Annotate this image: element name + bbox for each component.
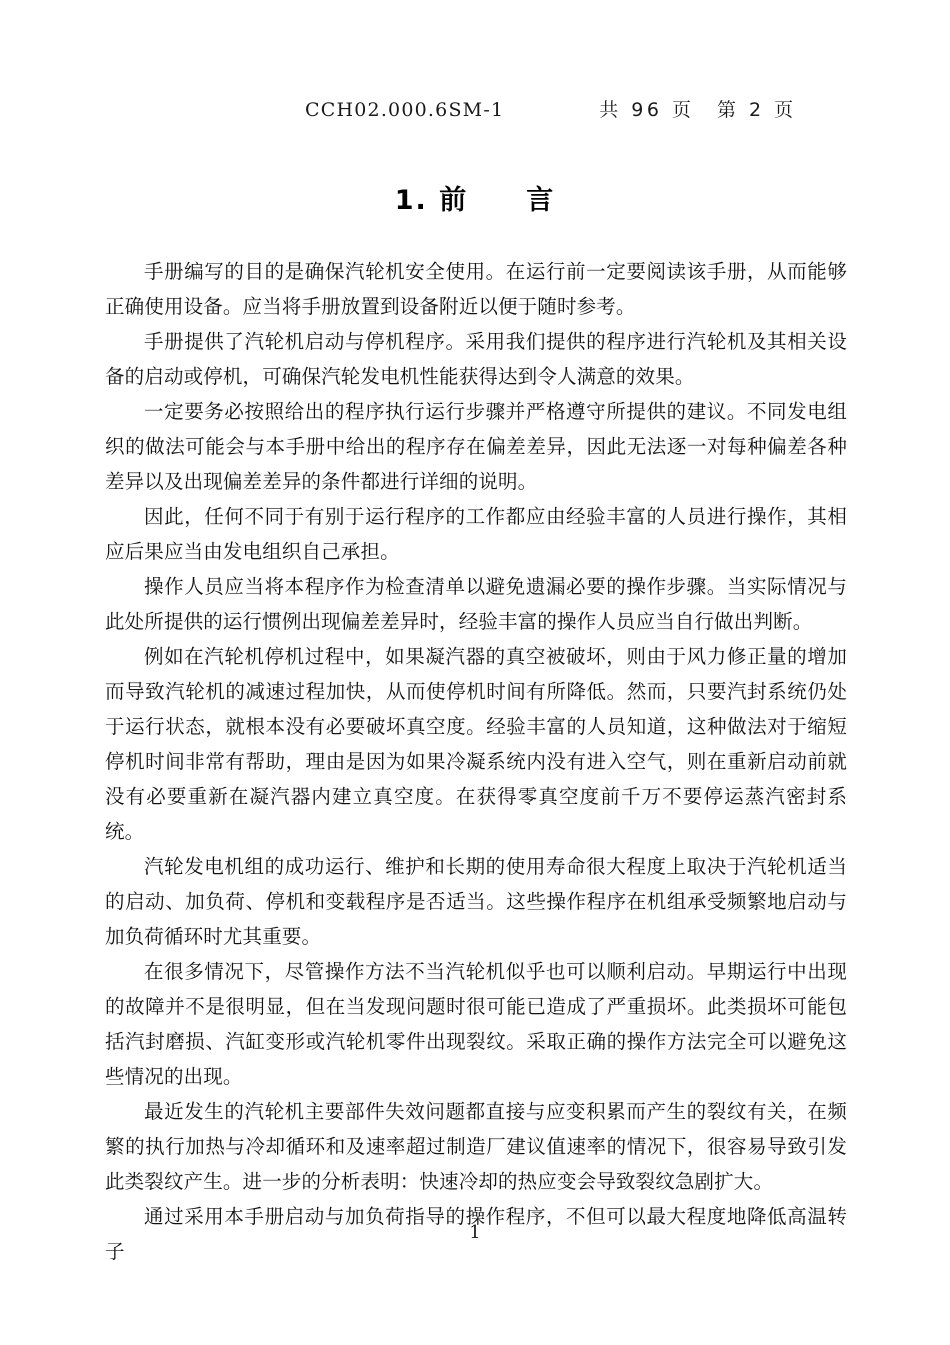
body-text-container [105,254,847,1269]
paragraph: 在很多情况下，尽管操作方法不当汽轮机似乎也可以顺利启动。早期运行中出现的故障并不是很明显，但在当发现问题时很可能已造成了严重损坏。此类损坏可能包括汽封磨损、汽缸变形或汽轮机零件出现裂纹。采取正确的操作方法完全可以避免这些情况的出现。 [105,960,847,1088]
paragraph: 操作人员应当将本程序作为检查清单以避免遗漏必要的操作步骤。当实际情况与此处所提供的运行惯例出现偏差差异时，经验丰富的操作人员应当自行做出判断。 [105,575,847,633]
section-title: 1. 前 言 [394,185,556,216]
paragraph: 手册编写的目的是确保汽轮机安全使用。在运行前一定要阅读该手册，从而能够正确使用设备。应当将手册放置到设备附近以便于随时参考。 [105,260,847,318]
document-code: CCH02.000.6SM-1 [305,99,505,121]
paragraph: 通过采用本手册启动与加负荷指导的操作程序，不但可以最大程度地降低高温转子 [105,1205,847,1263]
paragraph: 手册提供了汽轮机启动与停机程序。采用我们提供的程序进行汽轮机及其相关设备的启动或停机，可确保汽轮发电机性能获得达到令人满意的效果。 [105,330,847,388]
page-number: 1 [469,1222,481,1243]
paragraph: 汽轮发电机组的成功运行、维护和长期的使用寿命很大程度上取决于汽轮机适当的启动、加负荷、停机和变载程序是否适当。这些操作程序在机组承受频繁地启动与加负荷循环时尤其重要。 [105,855,847,948]
page-count-label: 共 96 页 第 2 页 [599,99,797,121]
paragraph: 最近发生的汽轮机主要部件失效问题都直接与应变积累而产生的裂纹有关，在频繁的执行加热与冷却循环和及速率超过制造厂建议值速率的情况下，很容易导致引发此类裂纹产生。进一步的分析表明：快速冷却的热应变会导致裂纹急剧扩大。 [105,1100,847,1193]
paragraph: 例如在汽轮机停机过程中，如果凝汽器的真空被破坏，则由于风力修正量的增加而导致汽轮机的减速过程加快，从而使停机时间有所降低。然而，只要汽封系统仍处于运行状态，就根本没有必要破坏真空度。经验丰富的人员知道，这种做法对于缩短停机时间非常有帮助，理由是因为如果冷凝系统内没有进入空气，则在重新启动前就没有必要重新在凝汽器内建立真空度。在获得零真空度前千万不要停运蒸汽密封系统。 [105,645,847,843]
page-header [105,95,845,129]
paragraph: 因此，任何不同于有别于运行程序的工作都应由经验丰富的人员进行操作，其相应后果应当由发电组织自己承担。 [105,505,847,563]
paragraph: 一定要务必按照给出的程序执行运行步骤并严格遵守所提供的建议。不同发电组织的做法可能会与本手册中给出的程序存在偏差差异，因此无法逐一对每种偏差各种差异以及出现偏差差异的条件都进行详细的说明。 [105,400,847,493]
